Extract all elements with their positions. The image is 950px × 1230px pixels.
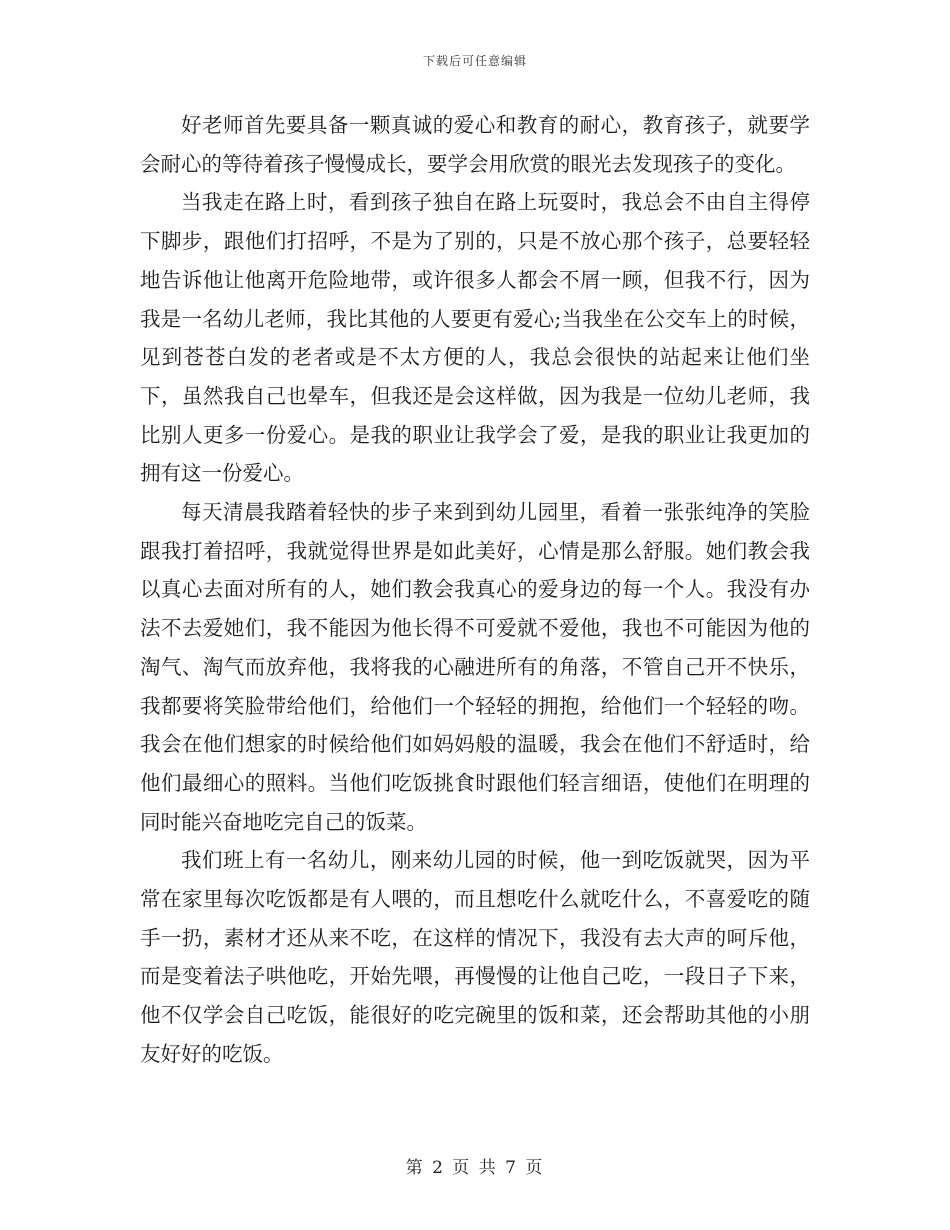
document-body (140, 106, 810, 1074)
paragraph-4: 我们班上有一名幼儿，刚来幼儿园的时候，他一到吃饭就哭，因为平常在家里每次吃饭都是有人喂的，而且想吃什么就吃什么，不喜爱吃的随手一扔，素材才还从来不吃，在这样的情况下，我没有去大声的呵斥他，而是变着法子哄他吃，开始先喂，再慢慢的让他自己吃，一段日子下来，他不仅学会自己吃饭，能很好的吃完碗里的饭和菜，还会帮助其他的小朋友好好的吃饭。 (140, 848, 810, 1066)
page-header-note: 下载后可任意编辑 (422, 54, 527, 68)
paragraph-3: 每天清晨我踏着轻快的步子来到到幼儿园里，看着一张张纯净的笑脸跟我打着招呼，我就觉得世界是如此美好，心情是那么舒服。她们教会我以真心去面对所有的人，她们教会我真心的爱身边的每一个人。我没有办法不去爱她们，我不能因为他长得不可爱就不爱他，我也不可能因为他的淘气、淘气而放弃他，我将我的心融进所有的角落，不管自己开不快乐，我都要将笑脸带给他们，给他们一个轻轻的拥抱，给他们一个轻轻的吻。我会在他们想家的时候给他们如妈妈般的温暖，我会在他们不舒适时，给他们最细心的照料。当他们吃饭挑食时跟他们轻言细语，使他们在明理的同时能兴奋地吃完自己的饭菜。 (140, 500, 810, 834)
paragraph-1: 好老师首先要具备一颗真诚的爱心和教育的耐心，教育孩子，就要学会耐心的等待着孩子慢慢成长，要学会用欣赏的眼光去发现孩子的变化。 (140, 113, 810, 176)
paragraph-2: 当我走在路上时，看到孩子独自在路上玩耍时，我总会不由自主得停下脚步，跟他们打招呼，不是为了别的，只是不放心那个孩子，总要轻轻地告诉他让他离开危险地带，或许很多人都会不屑一顾，但我不行，因为我是一名幼儿老师，我比其他的人要更有爱心;当我坐在公交车上的时候，见到苍苍白发的老者或是不太方便的人，我总会很快的站起来让他们坐下，虽然我自己也晕车，但我还是会这样做，因为我是一位幼儿老师，我比别人更多一份爱心。是我的职业让我学会了爱，是我的职业让我更加的拥有这一份爱心。 (140, 190, 810, 486)
page-number: 第 2 页 共 7 页 (405, 1158, 545, 1178)
